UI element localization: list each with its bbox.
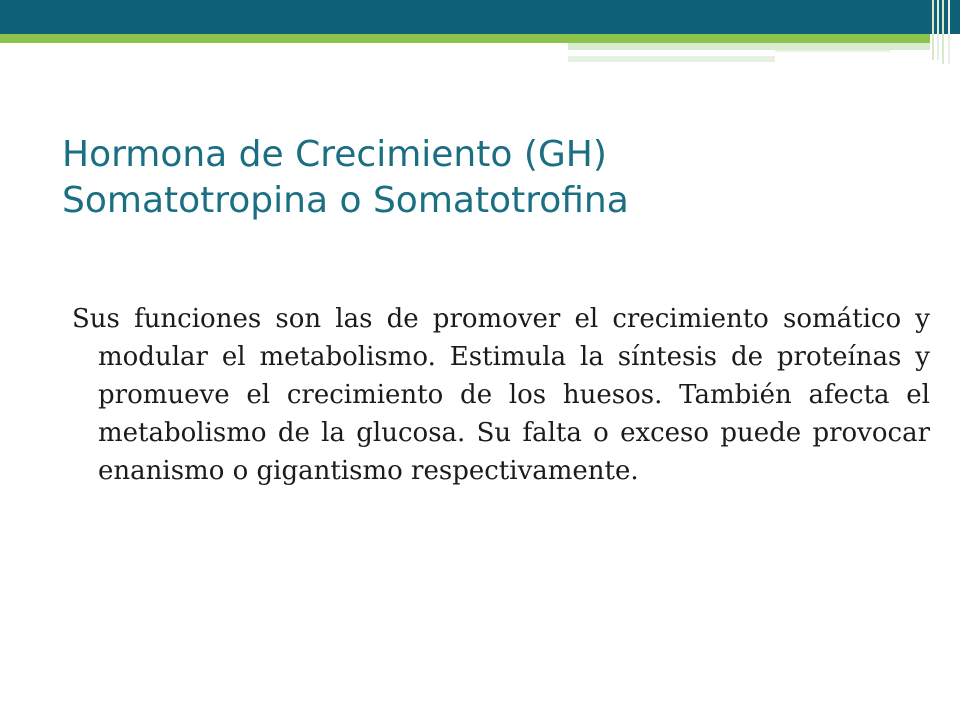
top-green-stripe [0,34,930,43]
top-band [0,0,960,34]
slide-title [62,132,922,224]
corner-line [937,0,939,60]
slide-body-text: Sus funciones son las de promover el crecimiento somático y modular el metabolismo. Estimula la síntesis de proteínas y promueve el crecimiento de los huesos. También afecta el metabolismo de la glucosa. Su falta o exceso puede provocar enanismo o gigantismo respectivamente. [72,304,930,486]
top-thin-line [775,50,890,52]
slide-title-line-1: Hormona de Crecimiento (GH) [62,134,607,175]
corner-line [948,0,950,64]
slide-title-line-2: Somatotropina o Somatotrofina [62,180,629,221]
top-light-stripe-lower [568,56,775,62]
corner-line [932,0,934,60]
corner-line [942,0,944,64]
top-light-stripe [568,43,930,50]
